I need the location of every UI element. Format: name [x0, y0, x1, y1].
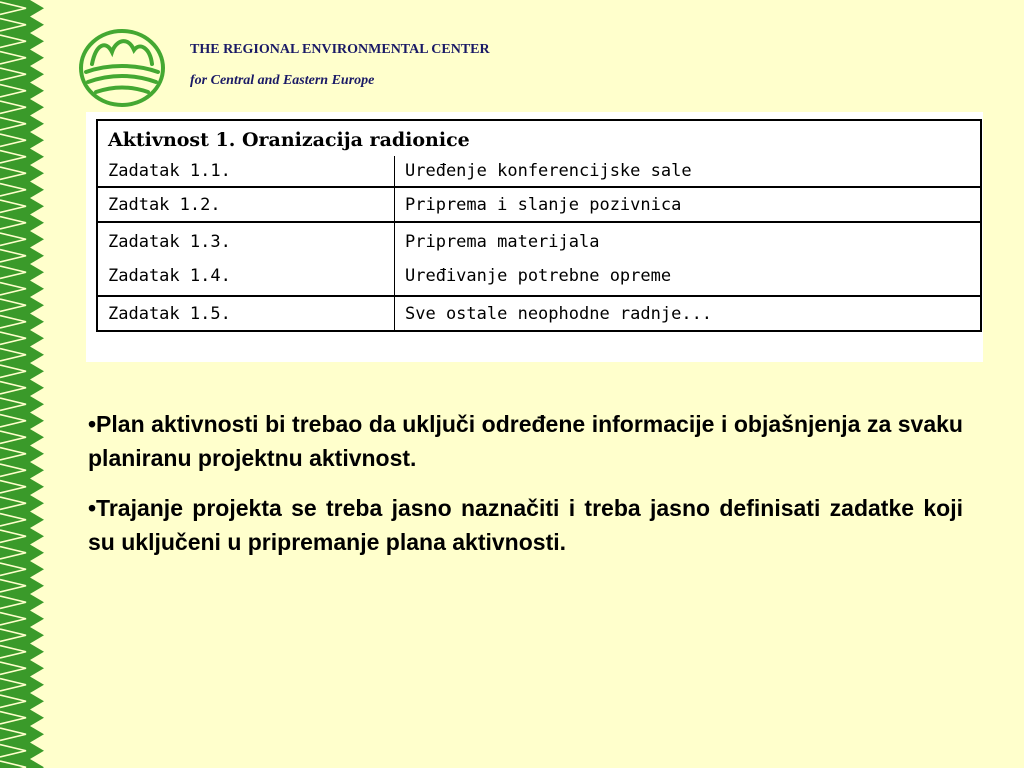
- task-description-group: [395, 222, 982, 296]
- bullet-point: •Trajanje projekta se treba jasno naznačiti i treba jasno definisati zadatke koji su uključeni u pripremanje plana aktivnosti.: [88, 495, 963, 555]
- task-id: Zadatak 1.5.: [97, 296, 395, 331]
- task-id: Zadatak 1.3.: [108, 232, 231, 252]
- table-row: [97, 222, 981, 296]
- bullet-point: •Plan aktivnosti bi trebao da uključi određene informacije i objašnjenja za svaku planiranu projektnu aktivnost.: [88, 411, 963, 471]
- task-description: Priprema materijala: [405, 232, 600, 252]
- task-id-group: [97, 222, 395, 296]
- activity-table-panel: [86, 112, 983, 362]
- task-description: Uređenje konferencijske sale: [405, 161, 692, 181]
- org-title: THE REGIONAL ENVIRONMENTAL CENTER: [190, 42, 490, 57]
- org-subtitle: for Central and Eastern Europe: [190, 73, 375, 88]
- rec-hills-logo-icon: [78, 28, 166, 108]
- task-id: Zadatak 1.4.: [108, 266, 231, 286]
- activity-table-title: Aktivnost 1. Oranizacija radionice: [108, 129, 470, 151]
- table-row: [97, 156, 981, 187]
- bullet-list: [88, 407, 963, 575]
- zigzag-border-decoration: [0, 0, 46, 768]
- table-row: [97, 187, 981, 222]
- task-description: Priprema i slanje pozivnica: [395, 187, 982, 222]
- task-id: Zadtak 1.2.: [97, 187, 395, 222]
- task-description: Uređivanje potrebne opreme: [405, 266, 672, 286]
- task-id: Zadatak 1.1.: [97, 156, 395, 187]
- table-row: [97, 296, 981, 331]
- activity-table: [96, 119, 982, 332]
- task-description: Sve ostale neophodne radnje...: [395, 296, 982, 331]
